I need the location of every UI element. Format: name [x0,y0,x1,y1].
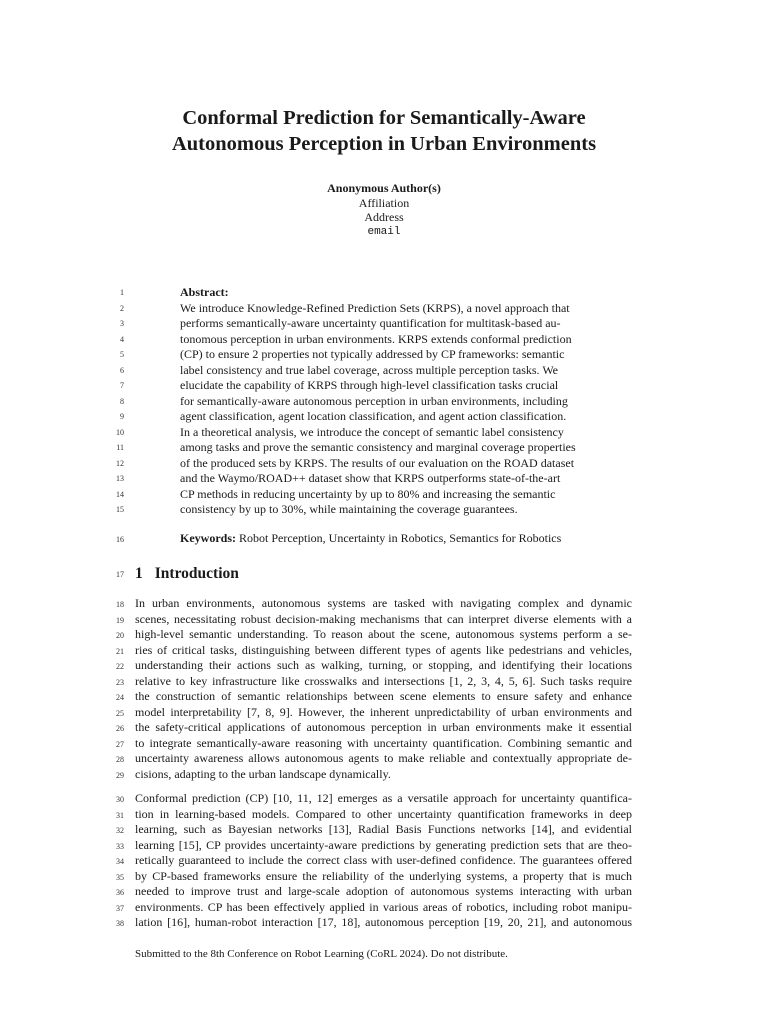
line-number: 34 [116,857,124,866]
text-line: relative to key infrastructure like crosswalks and intersections [1, 2, 3, 4, 5, 6]. Such tasks require [135,673,632,688]
text-line: the construction of semantic relationships between scene elements to ensure safety and enhance [135,689,632,703]
text-line: retically guaranteed to include the correct class with user-defined confidence. The guarantees offered [135,853,632,867]
title-line: Autonomous Perception in Urban Environments [171,133,597,155]
line-number: 21 [116,646,124,656]
abstract-line: agent classification, agent location classification, and agent action classification. [180,409,567,423]
line-number: 3 [120,319,124,328]
line-number: 26 [116,724,124,733]
text-line: lation [16], human-robot interaction [17, 18], autonomous perception [19, 20, 21], and autonomous [135,915,632,929]
line-number: 19 [116,615,124,625]
text-line: model interpretability [7, 8, 9]. However, the inherent unpredictability of urban environments and [135,704,632,719]
text-line: understanding their actions such as walking, turning, or stopping, and identifying their locations [135,658,632,672]
line-number: 10 [116,427,124,437]
text-line: learning [15], CP provides uncertainty-aware predictions by generating prediction sets that are theo- [135,837,632,852]
line-number: 11 [116,443,124,452]
line-number: 22 [116,662,124,671]
text-line: In urban environments, autonomous systems are tasked with navigating complex and dynamic [135,596,632,610]
line-number: 14 [116,489,124,499]
text-line: ries of critical tasks, distinguishing between different types of agents like pedestrians and vehicles, [135,642,632,657]
author-affiliation: Affiliation [358,195,410,210]
text-line: uncertainty awareness allows autonomous agents to make reliable and contextually appropriate de- [135,751,632,765]
text-line: environments. CP has been effectively applied in various areas of robotics, including robot manipu- [135,899,632,914]
line-number: 2 [120,303,124,313]
abstract-line: of the produced sets by KRPS. The results of our evaluation on the ROAD dataset [180,455,575,470]
line-number: 9 [120,412,124,421]
line-number: 31 [116,810,124,820]
line-number: 27 [116,739,124,749]
line-number: 24 [116,693,124,702]
abstract-heading: Abstract: [180,285,229,299]
author-email: email [367,225,401,238]
text-line: to integrate semantically-aware reasoning with uncertainty quantification. Combining semantic and [135,735,632,750]
line-number: 37 [116,903,124,913]
text-line: scenes, necessitating robust decision-making mechanisms that can interpret diverse elements with a [135,611,632,626]
author-name: Anonymous Author(s) [327,181,441,195]
abstract-line: and the Waymo/ROAD++ dataset show that KRPS outperforms state-of-the-art [180,471,561,485]
abstract-line: consistency by up to 30%, while maintaining the coverage guarantees. [180,502,518,516]
section-heading [135,565,239,583]
author-block [0,181,768,239]
section-title: Introduction [154,565,239,582]
line-number: 28 [116,755,124,764]
line-number: 6 [120,365,124,375]
line-number: 18 [116,600,124,609]
line-number: 25 [116,708,124,718]
line-number: 1 [120,288,124,297]
line-number: 36 [116,888,124,897]
abstract-line: (CP) to ensure 2 properties not typically addressed by CP frameworks: semantic [180,347,565,361]
abstract-line: In a theoretical analysis, we introduce the concept of semantic label consistency [180,424,564,439]
abstract [180,285,588,518]
line-number: 15 [116,505,124,514]
text-line: by CP-based frameworks ensure the reliability of the underlying systems, a property that is much [135,868,632,883]
abstract-body [180,301,588,518]
text-line: tion in learning-based models. Compared to other uncertainty quantification frameworks in deep [135,806,632,821]
keywords-text: Robot Perception, Uncertainty in Robotics, Semantics for Robotics [236,531,562,545]
abstract-line: performs semantically-aware uncertainty quantification for multitask-based au- [180,316,561,330]
paragraph-2 [135,791,632,931]
line-number: 30 [116,795,124,804]
author-address: Address [364,210,404,224]
line-number: 29 [116,770,124,780]
line-number: 17 [116,570,124,579]
abstract-line: label consistency and true label coverage, across multiple perception tasks. We [180,362,559,377]
line-number: 4 [120,334,124,344]
text-line: the safety-critical applications of autonomous perception in urban environments make it essential [135,720,632,734]
footer-note: Submitted to the 8th Conference on Robot Learning (CoRL 2024). Do not distribute. [135,948,508,960]
abstract-line: elucidate the capability of KRPS through high-level classification tasks crucial [180,378,559,392]
line-number: 5 [120,350,124,359]
abstract-line: We introduce Knowledge-Refined Prediction Sets (KRPS), a novel approach that [180,300,570,315]
line-number: 32 [116,826,124,835]
line-number: 20 [116,631,124,640]
text-line: high-level semantic understanding. To reason about the scene, autonomous systems perform a se- [135,627,632,641]
abstract-line: for semantically-aware autonomous perception in urban environments, including [180,393,568,408]
line-number: 38 [116,919,124,928]
text-line: learning, such as Bayesian networks [13], Radial Basis Functions networks [14], and evidential [135,822,632,836]
text-line: needed to improve trust and large-scale adoption of autonomous systems interacting with urban [135,884,632,898]
keywords [180,531,600,547]
line-number: 23 [116,677,124,687]
text-line: cisions, adapting to the urban landscape dynamically. [135,766,391,781]
section-number: 1 [135,565,143,582]
line-number: 8 [120,396,124,406]
line-number: 16 [116,535,124,544]
line-number: 12 [116,458,124,468]
abstract-line: among tasks and prove the semantic consistency and marginal coverage properties [180,440,576,454]
line-number: 7 [120,381,124,390]
text-line: Conformal prediction (CP) [10, 11, 12] emerges as a versatile approach for uncertainty quantifica- [135,791,632,805]
abstract-line: tonomous perception in urban environments. KRPS extends conformal prediction [180,331,572,346]
abstract-line: CP methods in reducing uncertainty by up to 80% and increasing the semantic [180,486,556,501]
line-number: 33 [116,841,124,851]
paragraph-1 [135,596,632,782]
paper-title [60,105,708,157]
line-number: 13 [116,474,124,483]
title-line: Conformal Prediction for Semantically-Aware [182,107,586,129]
keywords-label: Keywords: [180,531,236,545]
line-number: 35 [116,872,124,882]
